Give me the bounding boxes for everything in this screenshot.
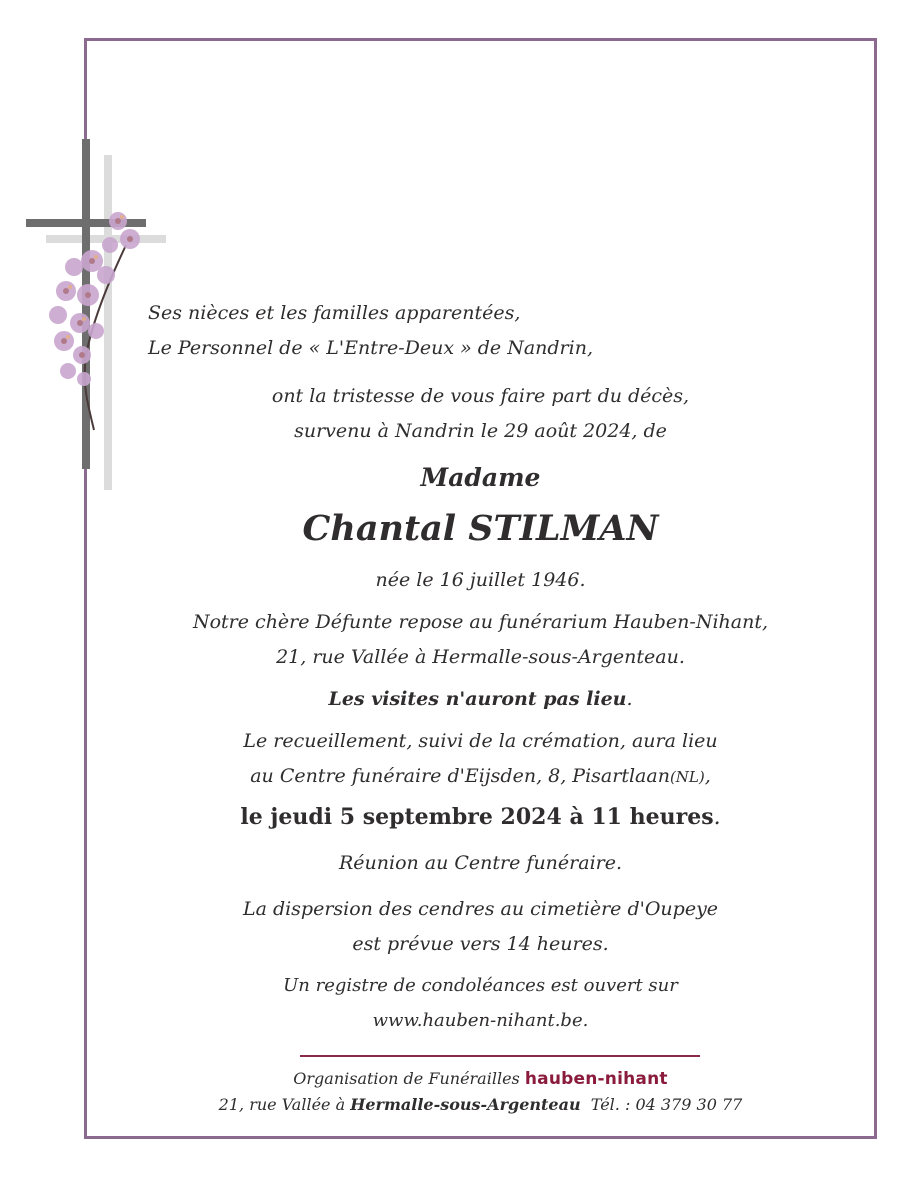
ceremony-tail: , [704,765,711,787]
footer-org-line [84,1066,877,1092]
register-url: www.hauben-nihant.be. [372,1010,589,1031]
brand-logo: hauben-nihant [524,1069,668,1089]
footer-address-prefix: 21, rue Vallée à [218,1095,346,1114]
meeting-note: Réunion au Centre funéraire. [338,852,623,874]
ceremony-date [84,800,877,835]
rest-line-2: 21, rue Vallée à Hermalle-sous-Argenteau. [276,646,685,668]
intro-line-1: Ses nièces et les familles apparentées, [148,302,521,324]
announce-line-1: ont la tristesse de vous faire part du décès, [271,385,690,407]
footer-divider [300,1055,700,1057]
footer-phone: Tél. : 04 379 30 77 [590,1095,743,1114]
deceased-title: Madame [420,463,541,492]
footer-address-line [84,1092,877,1118]
ceremony-line-2 [84,759,877,794]
rest-line-1: Notre chère Défunte repose au funérarium Hauben-Nihant, [192,611,768,633]
birth-date: née le 16 juillet 1946. [375,569,586,591]
footer-org-label: Organisation de Funérailles [293,1069,520,1088]
intro-line-2: Le Personnel de « L'Entre-Deux » de Nandrin, [148,337,593,359]
ashes-line-1: La dispersion des cendres au cimetière d'Oupeye [242,898,719,920]
register-line-1: Un registre de condoléances est ouvert sur [283,975,678,996]
deceased-name: Chantal STILMAN [302,508,659,549]
footer-address-town: Hermalle-sous-Argenteau [350,1095,581,1114]
ashes-line-2: est prévue vers 14 heures. [352,933,609,955]
visits-punct: . [626,688,633,710]
visits-notice [84,682,877,716]
announce-line-2: survenu à Nandrin le 29 août 2024, de [294,420,667,442]
ceremony-line-1: Le recueillement, suivi de la crémation, aura lieu [243,730,718,752]
visits-text: Les visites n'auront pas lieu [328,688,627,710]
ceremony-date-text: le jeudi 5 septembre 2024 à 11 heures [240,804,714,830]
ceremony-date-punct: . [713,805,721,830]
ceremony-country: (NL) [669,768,705,786]
ceremony-place: au Centre funéraire d'Eijsden, 8, Pisartlaan [250,765,670,787]
